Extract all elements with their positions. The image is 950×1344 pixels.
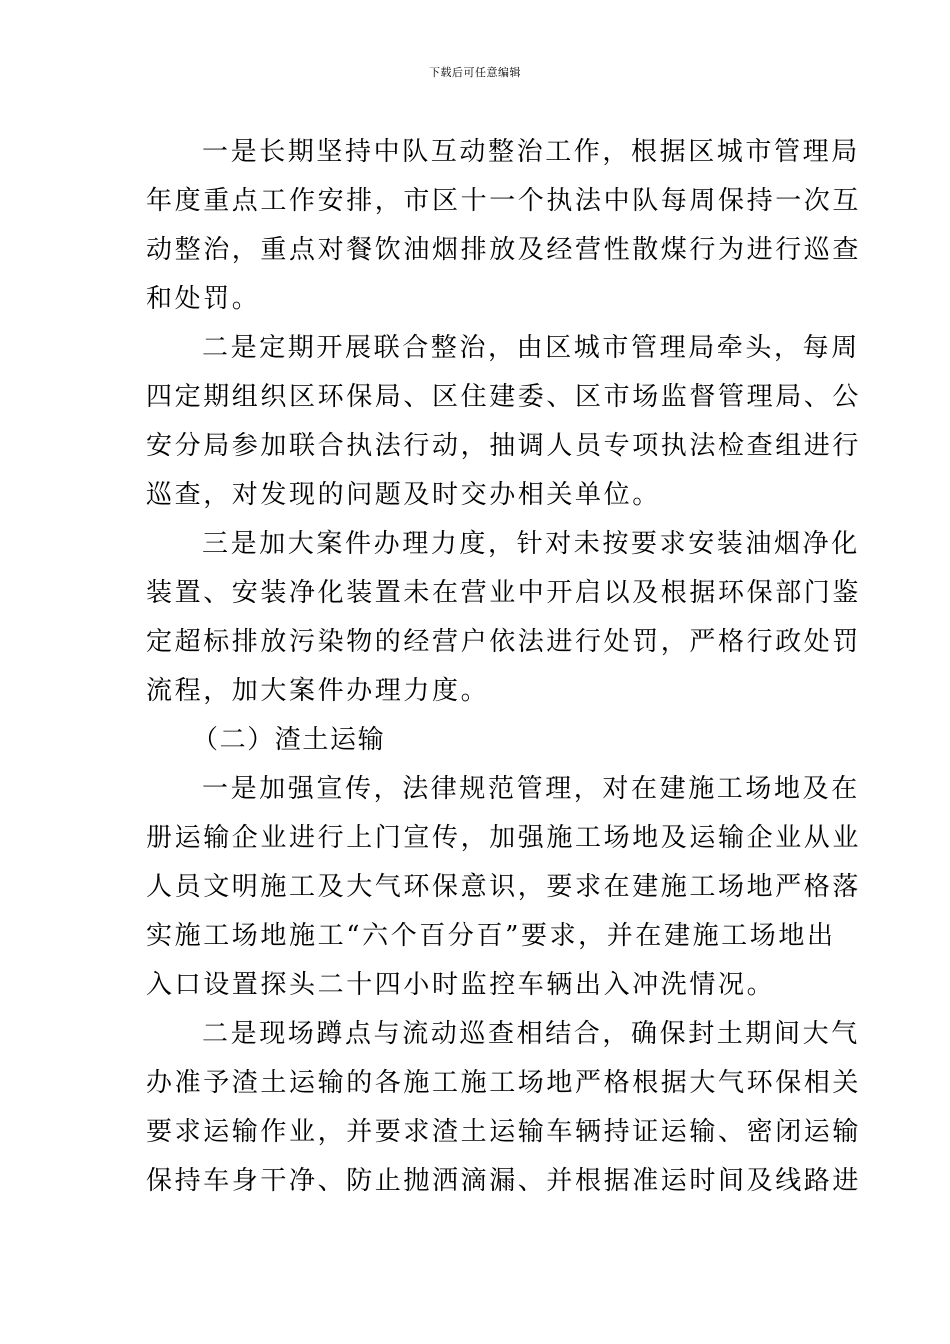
paragraph-line: 装置、安装净化装置未在营业中开启以及根据环保部门鉴 — [146, 578, 862, 608]
section-heading: （二）渣土运输 — [192, 725, 386, 755]
page-header-note: 下载后可任意编辑 — [429, 66, 521, 79]
paragraph-line: 流程，加大案件办理力度。 — [146, 676, 490, 706]
paragraph-line: 四定期组织区环保局、区住建委、区市场监督管理局、公 — [146, 382, 862, 412]
paragraph-line: 定超标排放污染物的经营户依法进行处罚，严格行政处罚 — [146, 627, 862, 657]
paragraph-line: 一是长期坚持中队互动整治工作，根据区城市管理局 — [202, 137, 860, 167]
paragraph-line: 二是现场蹲点与流动巡查相结合，确保封土期间大气 — [202, 1019, 860, 1049]
document-body — [146, 128, 862, 1206]
paragraph-line: 和处罚。 — [146, 284, 261, 314]
paragraph-line: 巡查，对发现的问题及时交办相关单位。 — [146, 480, 661, 510]
paragraph-line: 人员文明施工及大气环保意识，要求在建施工场地严格落 — [146, 872, 862, 902]
paragraph-line: 要求运输作业，并要求渣土运输车辆持证运输、密闭运输 — [146, 1117, 862, 1147]
paragraph-line: 安分局参加联合执法行动，抽调人员专项执法检查组进行 — [146, 431, 862, 461]
paragraph-line: 年度重点工作安排，市区十一个执法中队每周保持一次互 — [146, 186, 862, 216]
paragraph-line: 三是加大案件办理力度，针对未按要求安装油烟净化 — [202, 529, 860, 559]
paragraph-line: 办准予渣土运输的各施工施工场地严格根据大气环保相关 — [146, 1068, 862, 1098]
paragraph-line: 册运输企业进行上门宣传，加强施工场地及运输企业从业 — [146, 823, 862, 853]
paragraph-line: 实施工场地施工“六个百分百”要求，并在建施工场地出 — [146, 921, 836, 951]
paragraph-line: 入口设置探头二十四小时监控车辆出入冲洗情况。 — [146, 970, 776, 1000]
paragraph-line: 动整治，重点对餐饮油烟排放及经营性散煤行为进行巡查 — [146, 235, 862, 265]
paragraph-line: 二是定期开展联合整治，由区城市管理局牵头，每周 — [202, 333, 860, 363]
paragraph-line: 一是加强宣传，法律规范管理，对在建施工场地及在 — [202, 774, 860, 804]
paragraph-line: 保持车身干净、防止抛洒滴漏、并根据准运时间及线路进 — [146, 1166, 862, 1196]
